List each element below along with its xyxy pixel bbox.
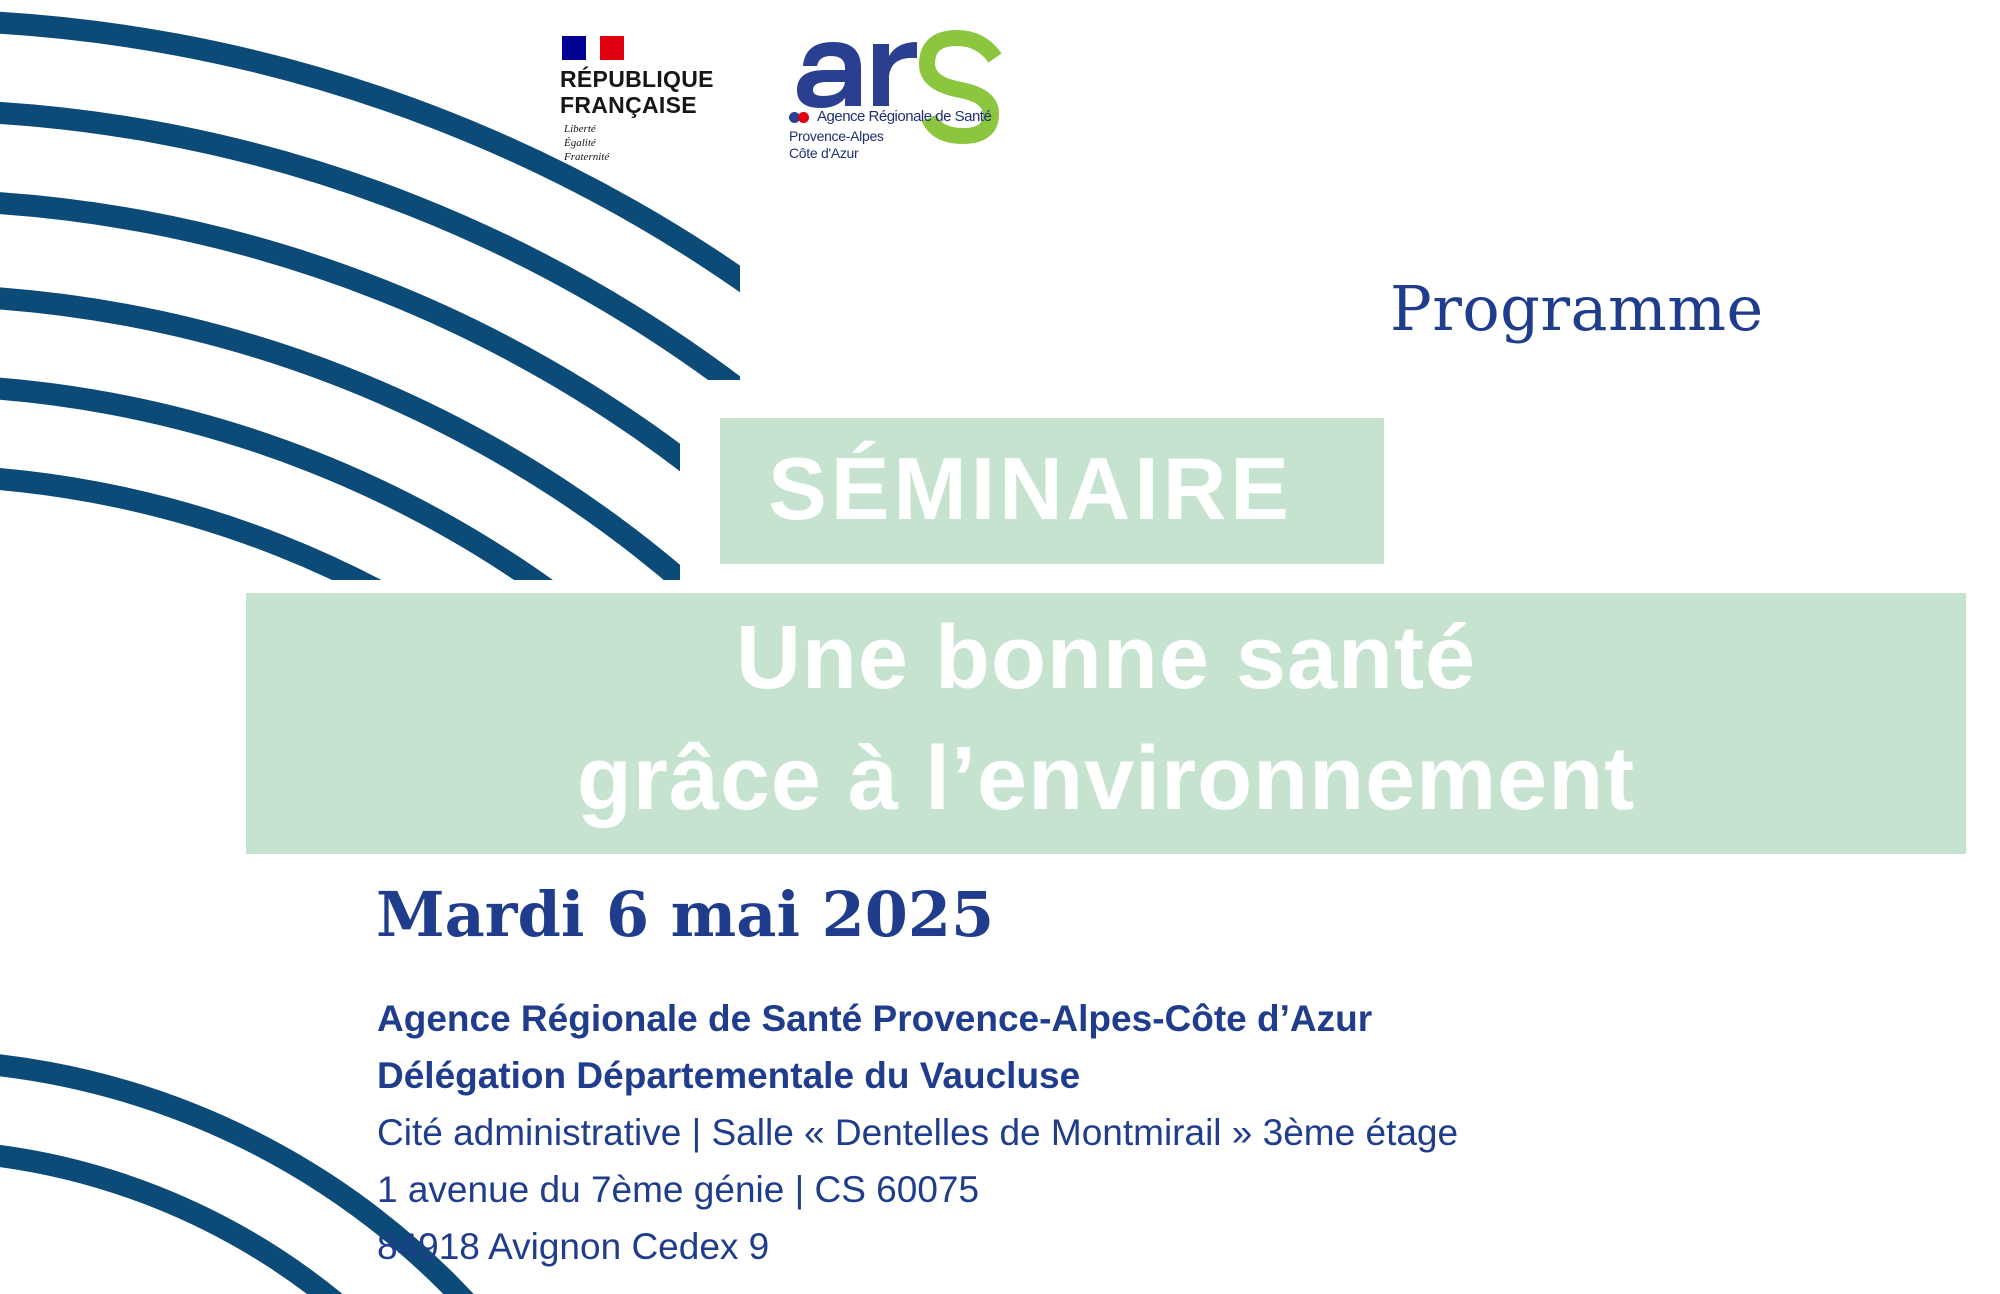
address-organisation: Agence Régionale de Santé Provence-Alpes-Côte d’Azur — [377, 998, 1373, 1039]
french-flag-icon — [562, 36, 624, 60]
rf-motto — [564, 122, 609, 164]
rf-motto-fraternite: Fraternité — [564, 151, 610, 163]
rf-name-line2: FRANÇAISE — [560, 92, 697, 118]
programme-heading: Programme — [1390, 272, 1764, 345]
seminaire-label: SÉMINAIRE — [768, 439, 1293, 538]
republique-francaise-logo — [560, 34, 740, 174]
address-city: 84918 Avignon Cedex 9 — [377, 1226, 770, 1267]
ars-region — [789, 128, 884, 162]
rf-name-line1: RÉPUBLIQUE — [560, 66, 714, 92]
rf-motto-egalite: Égalité — [564, 137, 596, 149]
title-banner — [246, 593, 1966, 854]
ars-dots-icon — [789, 112, 815, 124]
address-block — [377, 990, 1458, 1275]
title-line-2: grâce à l’environnement — [576, 729, 1636, 829]
ars-region-line2: Côte d'Azur — [789, 145, 859, 161]
event-date: Mardi 6 mai 2025 — [376, 878, 995, 951]
seminaire-banner — [720, 418, 1384, 564]
ars-subtitle: Agence Régionale de Santé — [817, 108, 992, 125]
ars-logo — [785, 28, 1025, 168]
address-delegation: Délégation Départementale du Vaucluse — [377, 1055, 1081, 1096]
ars-region-line1: Provence-Alpes — [789, 128, 884, 144]
title-line-1: Une bonne santé — [735, 608, 1477, 708]
address-street: 1 avenue du 7ème génie | CS 60075 — [377, 1169, 980, 1210]
rf-motto-liberte: Liberté — [564, 123, 596, 135]
address-venue: Cité administrative | Salle « Dentelles de Montmirail » 3ème étage — [377, 1112, 1459, 1153]
